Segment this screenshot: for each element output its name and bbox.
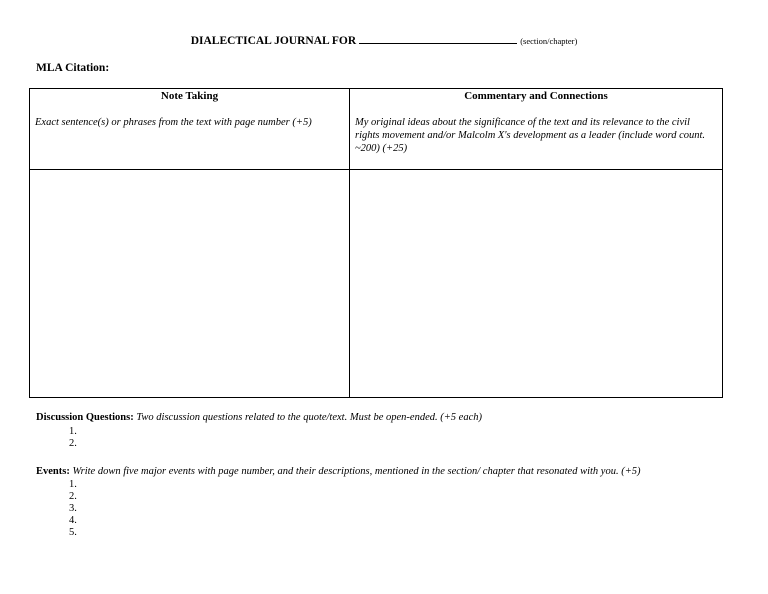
events-section [36,465,641,478]
events-description: Write down five major events with page number, and their descriptions, mentioned in the section/ chapter that resonated with you. (+5) [72,466,641,477]
discussion-label: Discussion Questions: [36,412,134,423]
events-label: Events: [36,466,70,477]
journal-table [29,88,723,398]
list-item: 2. [69,438,77,449]
discussion-questions [36,411,482,424]
list-item: 1. [69,479,77,490]
journal-title-text: DIALECTICAL JOURNAL FOR [190,35,357,47]
mla-citation-label: MLA Citation: [36,62,110,74]
note-taking-description: Exact sentence(s) or phrases from the text with page number (+5) [35,117,312,128]
list-item: 3. [69,503,77,514]
note-taking-heading: Note Taking [160,90,219,102]
journal-title [0,34,768,47]
list-item: 1. [69,426,77,437]
title-blank-line [359,34,517,44]
header-row-divider [30,169,722,170]
discussion-list [69,426,77,450]
commentary-description: My original ideas about the significance of the text and its relevance to the civil rights movement and/or Malcolm X's development as a leader (include word count. ~200) (+25) [355,117,706,154]
list-item: 2. [69,491,77,502]
column-divider [349,89,350,397]
list-item: 4. [69,515,77,526]
list-item: 5. [69,527,77,538]
title-suffix: (section/chapter) [520,36,578,46]
discussion-description: Two discussion questions related to the quote/text. Must be open-ended. (+5 each) [136,412,483,423]
commentary-heading: Commentary and Connections [464,90,608,102]
events-list [69,479,77,539]
